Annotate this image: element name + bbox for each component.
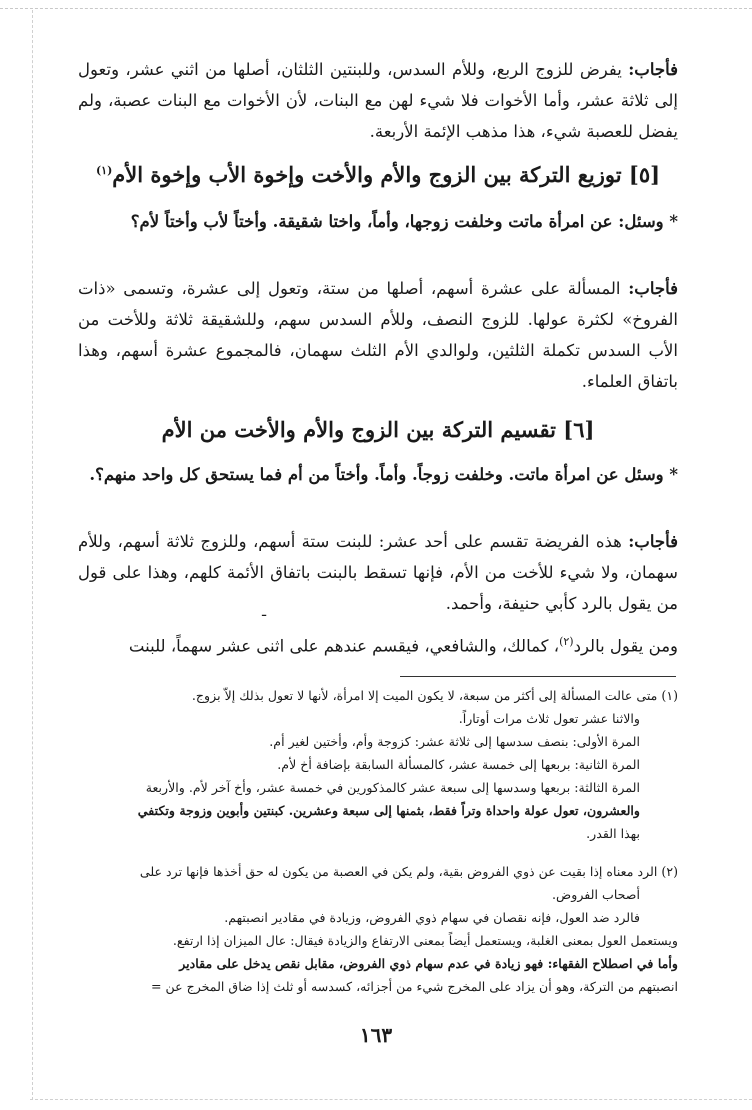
answer-text: يفرض للزوج الربع، وللأم السدس، وللبنتين الثلثان، أصلها من اثني عشر، وتعول إلى ثلاثة عشر، وأما الأخوات فلا شيء لهن مع البنات، لأن الأخوات مع البنات عصبة، ولم يفضل للعصبة شيء، هذا مذهب الإئمة الأربعة. — [78, 60, 678, 141]
footnote-line: (١) متى عالت المسألة إلى أكثر من سبعة، لا يكون الميت إلا امرأة، لأنها لا تعول بذلك إلاّ بزوج. — [191, 688, 678, 703]
footnote-line: انصبتهم من التركة، وهو أن يزاد على المخرج شيء من أجزائه، كسدسه أو ثلث إذا ضاق المخرج عن = — [150, 979, 678, 994]
scan-edge-left — [32, 10, 33, 1100]
footnote-ref: (١) — [95, 164, 113, 177]
answer-lead: فأجاب: — [628, 532, 678, 551]
footnote-line: بهذا القدر. — [586, 826, 640, 841]
answer-lead: فأجاب: — [628, 60, 678, 79]
scan-edge-top — [0, 8, 752, 9]
question-6: * وسئل عن امرأة ماتت. وخلفت زوجاً. وأماً. وأختاً من أم فما يستحق كل واحد منهم؟. — [89, 465, 678, 484]
paragraph-text: ومن يقول بالرد — [573, 636, 678, 656]
footnote-1 — [56, 684, 678, 845]
footnote-separator — [400, 676, 676, 677]
answer-paragraph-4 — [78, 626, 678, 662]
answer-paragraph-3 — [78, 526, 678, 619]
answer-text: المسألة على عشرة أسهم، أصلها من ستة، وتعول إلى عشرة، وتسمى «ذات الفروخ» لكثرة عولها. للزوج النصف، وللأم السدس سهم، وللشقيقة ثلاثة وللأخت من الأب السدس تكملة الثلثين، ولوالدي الأم الثلث سهمان، فالمجموع عشرة أسهم، وهذا باتفاق العلماء. — [78, 279, 678, 391]
answer-paragraph-1 — [78, 54, 678, 147]
footnote-line: والاثنا عشر تعول ثلاث مرات أوتاراً. — [458, 711, 640, 726]
footnote-2 — [56, 860, 678, 998]
footnote-line: المرة الأولى: بنصف سدسها إلى ثلاثة عشر: كزوجة وأم، وأختين لغير أم. — [269, 734, 640, 749]
answer-text: هذه الفريضة تقسم على أحد عشر: للبنت ستة أسهم، وللزوج ثلاثة أسهم، وللأم سهمان، ولا شيء للأخت من الأم، فإنها تسقط بالبنت باتفاق الأئمة كلهم، وهذا على قول من يقول بالرد كأبي حنيفة، وأحمد. — [78, 532, 678, 613]
section-heading-5 — [78, 162, 678, 187]
footnote-line: فالرد ضد العول، فإنه نقصان في سهام ذوي الفروض، وزيادة في مقادير انصبتهم. — [224, 910, 640, 925]
stray-mark: ـ — [262, 604, 267, 620]
footnote-line: وأما في اصطلاح الفقهاء: فهو زيادة في عدم سهام ذوي الفروض، مقابل نقص يدخل على مقادير — [179, 956, 678, 971]
answer-lead: فأجاب: — [628, 279, 678, 298]
paragraph-text: ، كمالك، والشافعي، فيقسم عندهم على اثنى عشر سهماً، للبنت — [128, 636, 560, 656]
question-5: * وسئل: عن امرأة ماتت وخلفت زوجها، وأماً، واختا شقيقة. وأختاً لأب وأختاً لأم؟ — [130, 212, 678, 231]
section-heading-6: [٦] تقسيم التركة بين الزوج والأم والأخت من الأم — [161, 417, 595, 442]
footnote-line: أصحاب الفروض. — [552, 887, 640, 902]
footnote-line: ويستعمل العول بمعنى الغلبة، ويستعمل أيضاً بمعنى الارتفاع والزيادة فيقال: عال الميزان إذا ارتفع. — [172, 933, 678, 948]
footnote-line: والعشرون، تعول عولة واحداة وتراً فقط، بثمنها إلى سبعة وعشرين. كبنتين وأبوين وزوجة وتكتفي — [137, 803, 640, 818]
footnote-line: المرة الثانية: بربعها إلى خمسة عشر، كالمسألة السابقة بإضافة أخ لأم. — [277, 757, 640, 772]
footnote-line: (٢) الرد معناه إذا بقيت عن ذوي الفروض بقية، ولم يكن في العصبة من يكون له حق أخذها فإنها ترد على — [139, 864, 678, 879]
scan-edge-bottom — [30, 1099, 752, 1100]
answer-paragraph-2 — [78, 273, 678, 397]
footnote-ref: (٢) — [559, 635, 574, 648]
footnote-line: المرة الثالثة: بربعها وسدسها إلى سبعة عشر كالمذكورين في خمسة عشر، وأخ آخر لأم. والأربعة — [145, 780, 640, 795]
page-number: ١٦٣ — [359, 1023, 393, 1047]
section-title: [٥] توزيع التركة بين الزوج والأم والأخت وإخوة الأب وإخوة الأم — [112, 162, 661, 187]
